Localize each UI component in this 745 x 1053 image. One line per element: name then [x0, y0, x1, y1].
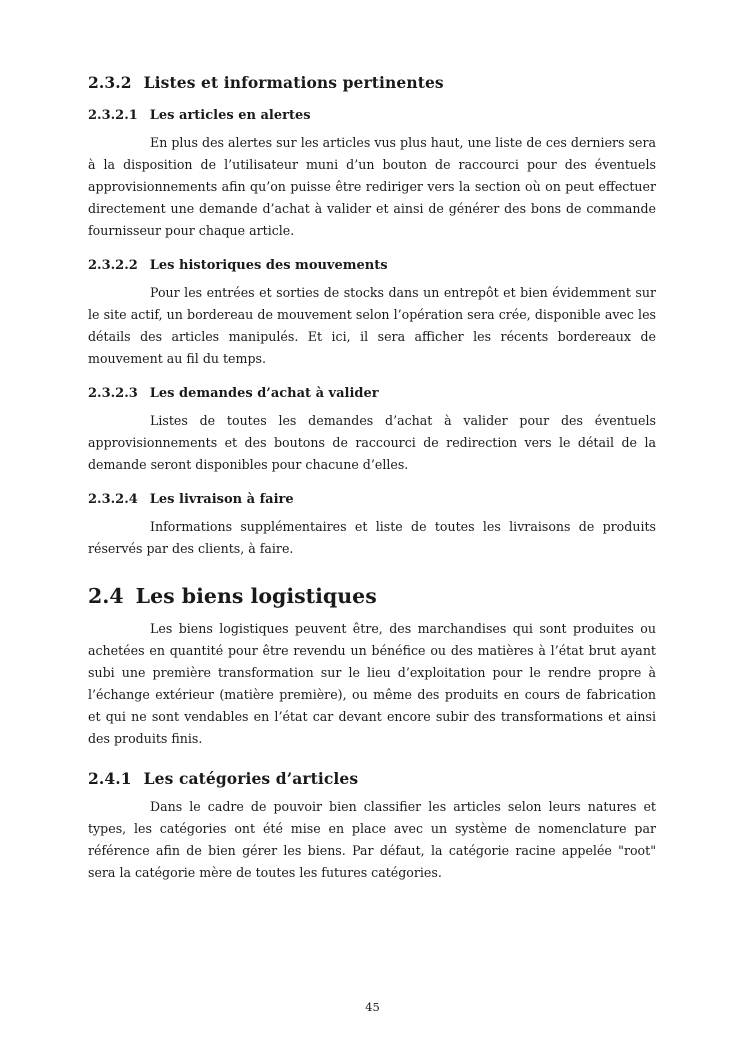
- subsection-number: 2.3.2.3: [88, 386, 138, 401]
- section-number: 2.4.1: [88, 769, 132, 788]
- section-title: Les biens logistiques: [135, 584, 377, 608]
- paragraph-demandes-achat: Listes de toutes les demandes d’achat à valider pour des éventuels approvisionnements et des boutons de raccourci de redirection vers le détail de la demande seront disponibles pour chacune d’elles.: [88, 413, 656, 472]
- paragraph-categories-articles: Dans le cadre de pouvoir bien classifier les articles selon leurs natures et types, les catégories ont été mise en place avec un système de nomenclature par référence afin de bien gérer les biens. Par défaut, la catégorie racine appelée "root" sera la catégorie mère de toutes les futures catégories.: [88, 799, 656, 880]
- subsection-title: Les articles en alertes: [149, 108, 311, 123]
- subsection-heading-2-3-2-4: [88, 490, 656, 510]
- paragraph-articles-alertes: En plus des alertes sur les articles vus plus haut, une liste de ces derniers sera à la disposition de l’utilisateur muni d’un bouton de raccourci pour des éventuels approvisionnements afin qu’on puisse être rediriger vers la section où on peut effectuer directement une demande d’achat à valider et ainsi de générer des bons de commande fournisseur pour chaque article.: [88, 135, 656, 238]
- subsection-title: Les livraison à faire: [149, 492, 294, 507]
- paragraph-livraisons: Informations supplémentaires et liste de toutes les livraisons de produits réservés par des clients, à faire.: [88, 519, 656, 556]
- section-heading-2-4-1: [88, 768, 656, 790]
- page-number: 45: [365, 1000, 380, 1014]
- section-title: Listes et informations pertinentes: [143, 73, 444, 92]
- section-number: 2.3.2: [88, 73, 132, 92]
- section-heading-2-3-2: [88, 72, 656, 94]
- subsection-heading-2-3-2-3: [88, 384, 656, 404]
- subsection-number: 2.3.2.2: [88, 258, 138, 273]
- section-number: 2.4: [88, 584, 124, 608]
- section-title: Les catégories d’articles: [143, 769, 359, 788]
- subsection-number: 2.3.2.1: [88, 108, 138, 123]
- paragraph-biens-logistiques: Les biens logistiques peuvent être, des marchandises qui sont produites ou achetées en quantité pour être revendu un bénéfice ou des matières à l’état brut ayant subi une première transformation sur le lieu d’exploitation pour le rendre propre à l’échange extérieur (matière première), ou même des produits en cours de fabrication et qui ne sont vendables en l’état car devant encore subir des transformations et ainsi des produits finis.: [88, 621, 656, 746]
- document-page: [88, 72, 656, 884]
- subsection-number: 2.3.2.4: [88, 492, 138, 507]
- subsection-heading-2-3-2-1: [88, 106, 656, 126]
- paragraph-historiques-mouvements: Pour les entrées et sorties de stocks dans un entrepôt et bien évidemment sur le site actif, un bordereau de mouvement selon l’opération sera crée, disponible avec les détails des articles manipulés. Et ici, il sera afficher les récents bordereaux de mouvement au fil du temps.: [88, 285, 656, 366]
- subsection-heading-2-3-2-2: [88, 256, 656, 276]
- section-heading-2-4: [88, 582, 656, 610]
- subsection-title: Les historiques des mouvements: [149, 258, 388, 273]
- subsection-title: Les demandes d’achat à valider: [149, 386, 379, 401]
